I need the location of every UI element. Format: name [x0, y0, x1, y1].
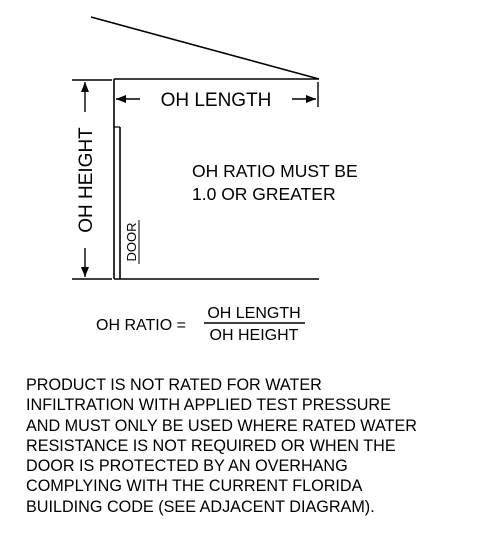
note-line: PRODUCT IS NOT RATED FOR WATER	[26, 376, 322, 394]
note-line: COMPLYING WITH THE CURRENT FLORIDA	[26, 477, 363, 496]
oh-length-dimension	[116, 82, 318, 111]
oh-length-label: OH LENGTH	[160, 90, 272, 111]
formula-lhs: OH RATIO =	[96, 317, 186, 334]
note-line: INFILTRATION WITH APPLIED TEST PRESSURE	[26, 396, 391, 415]
ratio-requirement-line-1: OH RATIO MUST BE	[192, 161, 358, 181]
oh-height-label: OH HEIGHT	[76, 127, 97, 233]
oh-ratio-formula	[96, 305, 305, 344]
water-infiltration-note	[26, 375, 491, 517]
note-line: DOOR IS PROTECTED BY AN OVERHANG	[26, 457, 348, 476]
door-label: DOOR	[124, 222, 139, 262]
note-line: BUILDING CODE (SEE ADJACENT DIAGRAM).	[26, 497, 375, 516]
note-line: RESISTANCE IS NOT REQUIRED OR WHEN THE	[26, 436, 396, 455]
note-line: AND MUST ONLY BE USED WHERE RATED WATER	[26, 416, 417, 435]
formula-denominator: OH HEIGHT	[209, 327, 299, 344]
roof-slope-line	[91, 17, 319, 79]
oh-height-dimension	[72, 80, 112, 279]
formula-numerator: OH LENGTH	[207, 305, 301, 322]
ratio-requirement-line-2: 1.0 OR GREATER	[192, 184, 336, 204]
